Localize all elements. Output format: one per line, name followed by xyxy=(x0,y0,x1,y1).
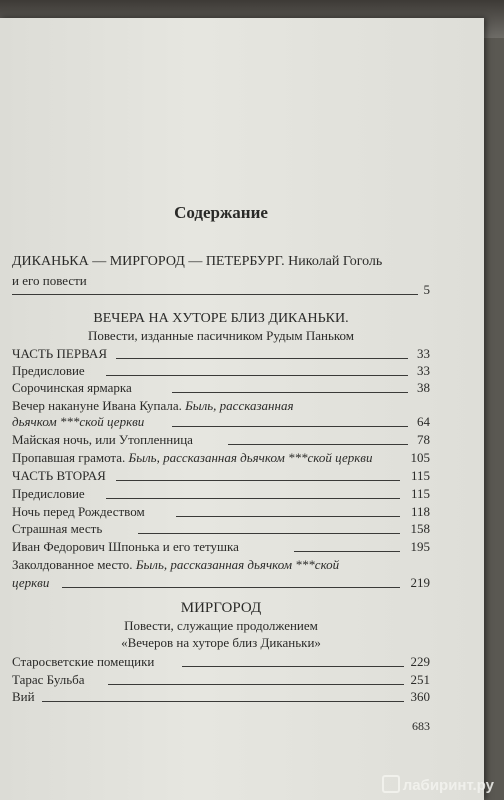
toc-page-number: 115 xyxy=(410,486,430,501)
toc-entry xyxy=(12,672,430,688)
book-page xyxy=(0,18,484,800)
page-number-row xyxy=(12,718,430,734)
section-subtitle-vechera: Повести, изданные пасичником Рудым Паньком xyxy=(87,328,355,343)
toc-entry-kupala-line2 xyxy=(12,414,430,430)
toc-entry-gramota xyxy=(12,450,430,466)
toc-heading: Содержание xyxy=(174,203,268,222)
toc-entry-label: Ночь перед Рождеством xyxy=(12,504,145,519)
toc-entry-label: Тарас Бульба xyxy=(12,672,85,687)
toc-entry-dikanka-title xyxy=(12,254,430,272)
toc-page-number: 360 xyxy=(410,689,430,704)
toc-entry-label: Пропавшая грамота. xyxy=(12,450,129,465)
toc-entry xyxy=(12,380,430,396)
toc-entry-part1 xyxy=(12,346,430,362)
toc-entry-label: Старосветские помещики xyxy=(12,654,155,669)
toc-entry-kupala xyxy=(12,398,430,414)
toc-page-number: 115 xyxy=(410,468,430,483)
toc-page-number: 251 xyxy=(410,672,430,687)
toc-entry xyxy=(12,363,430,379)
toc-page-number: 38 xyxy=(417,380,430,395)
section-title-mirgorod: МИРГОРОД xyxy=(180,600,262,616)
toc-entry-label: Сорочинская ярмарка xyxy=(12,380,132,395)
toc-entry-label: Страшная месть xyxy=(12,521,103,536)
toc-page-number: 5 xyxy=(423,282,430,297)
toc-page-number: 64 xyxy=(417,414,430,429)
toc-entry-label: ЧАСТЬ ВТОРАЯ xyxy=(12,468,106,483)
toc-entry-zakoldovannoe xyxy=(12,557,430,573)
toc-page-number: 158 xyxy=(410,521,430,536)
toc-entry-annotation: Быль, рассказанная дьячком ***ской xyxy=(135,557,340,572)
toc-entry-label: Майская ночь, или Утопленница xyxy=(12,432,193,447)
toc-page-number: 33 xyxy=(417,346,430,361)
toc-entry-title: ДИКАНЬКА — МИРГОРОД — ПЕТЕРБУРГ. xyxy=(12,254,285,269)
page-number: 683 xyxy=(412,719,430,733)
toc-entry xyxy=(12,504,430,520)
toc-entry-label: Предисловие xyxy=(12,363,85,378)
toc-entry-label: Иван Федорович Шпонька и его тетушка xyxy=(12,539,239,554)
toc-page-number: 118 xyxy=(410,504,430,519)
watermark-text: лабиринт.ру xyxy=(402,777,494,794)
toc-entry-label: Вечер накануне Ивана Купала. xyxy=(12,398,186,413)
toc-entry xyxy=(12,654,430,670)
section-title-vechera: ВЕЧЕРА НА ХУТОРЕ БЛИЗ ДИКАНЬКИ. xyxy=(93,311,349,326)
toc-entry xyxy=(12,521,430,537)
toc-entry xyxy=(12,689,430,705)
toc-entry-label: ЧАСТЬ ПЕРВАЯ xyxy=(12,346,107,361)
toc-entry xyxy=(12,486,430,502)
toc-entry-author: Николай Гоголь xyxy=(288,254,383,269)
toc-entry xyxy=(12,539,430,555)
section-subtitle-mirgorod-1: Повести, служащие продолжением xyxy=(124,618,318,633)
toc-entry-label: Предисловие xyxy=(12,486,85,501)
toc-entry-annotation: дьячком ***ской церкви xyxy=(12,414,145,429)
toc-entry-part2 xyxy=(12,468,430,484)
labirint-logo-icon xyxy=(382,775,400,793)
toc-entry-zakoldovannoe-line2 xyxy=(12,575,430,591)
toc-entry-subtitle: и его повести xyxy=(12,273,87,288)
toc-page-number: 195 xyxy=(410,539,430,554)
toc-entry-annotation: Быль, рассказанная xyxy=(185,398,294,413)
toc-page-number: 78 xyxy=(417,432,430,447)
toc-entry-annotation: церкви xyxy=(12,575,50,590)
toc-page-number: 105 xyxy=(410,450,430,465)
toc-entry-annotation: Быль, рассказанная дьячком ***ской церкви xyxy=(128,450,373,465)
toc-entry-label: Вий xyxy=(12,689,35,704)
section-subtitle-mirgorod-2: «Вечеров на хуторе близ Диканьки» xyxy=(121,635,321,650)
toc-page-number: 229 xyxy=(410,654,430,669)
watermark xyxy=(382,775,494,794)
toc-page-number: 33 xyxy=(417,363,430,378)
toc-entry-label: Заколдованное место. xyxy=(12,557,136,572)
toc-entry xyxy=(12,432,430,448)
toc-entry-dikanka-page xyxy=(12,282,430,298)
toc-page-number: 219 xyxy=(410,575,430,590)
